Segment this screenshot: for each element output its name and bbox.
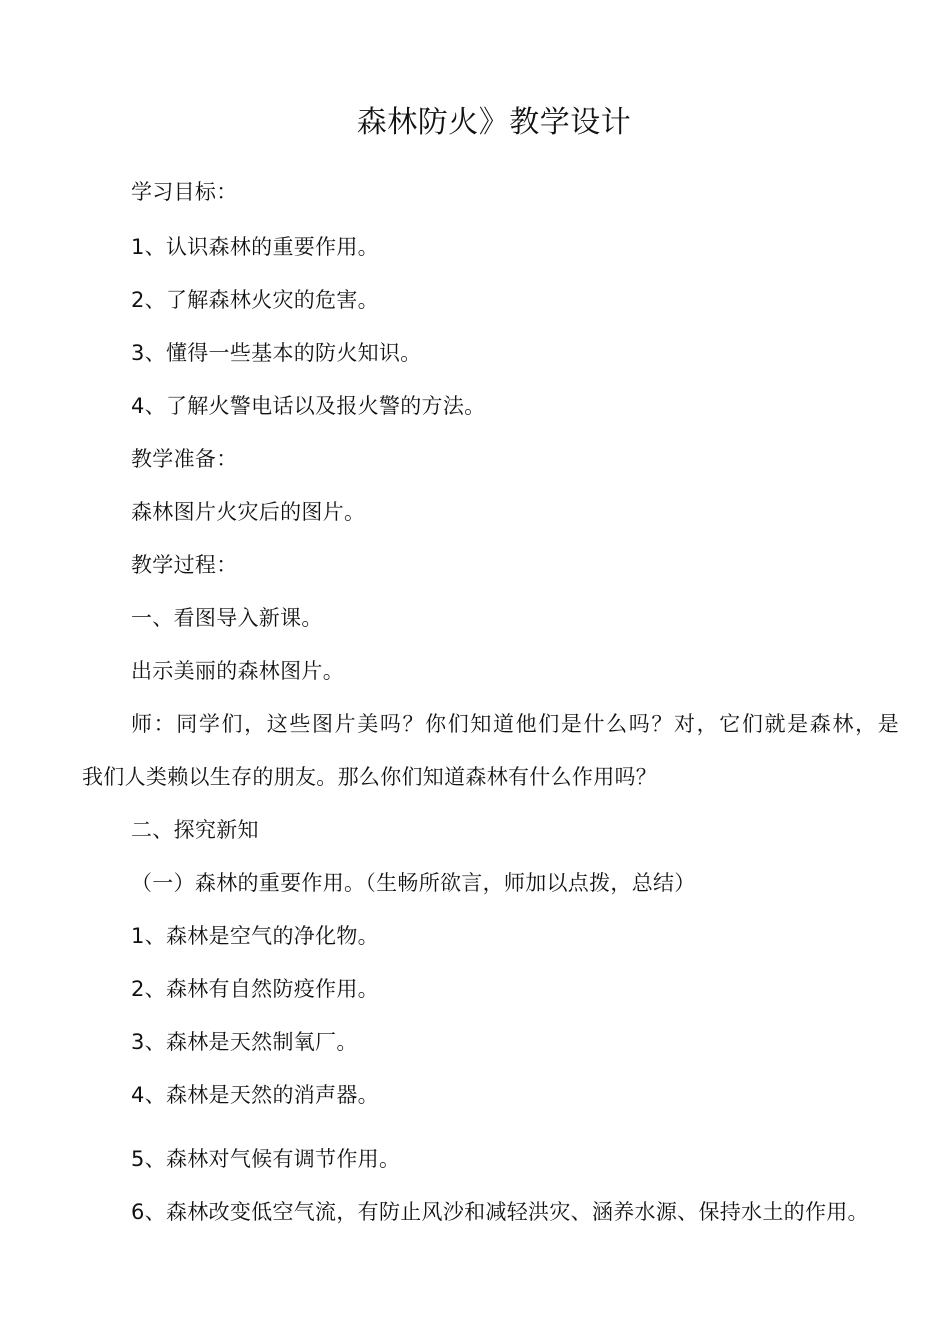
preparation-text: 森林图片火灾后的图片。 xyxy=(131,500,366,524)
section-heading-process: 教学过程： xyxy=(131,553,238,577)
forest-role-item-5: 5、森林对气候有调节作用。 xyxy=(131,1147,401,1171)
section-heading-objectives: 学习目标： xyxy=(131,180,238,204)
document-title: 森林防火》教学设计 xyxy=(356,105,632,140)
section-heading-preparation: 教学准备： xyxy=(131,447,238,471)
forest-role-item-6: 6、森林改变低空气流，有防止风沙和减轻洪灾、涵养水源、保持水土的作用。 xyxy=(131,1200,869,1224)
teacher-dialogue-line-2: 我们人类赖以生存的朋友。那么你们知道森林有什么作用吗？ xyxy=(82,765,658,789)
process-step-2-heading: 二、探究新知 xyxy=(131,818,259,842)
process-step-1-heading: 一、看图导入新课。 xyxy=(131,606,323,630)
subsection-heading: （一）森林的重要作用。（生畅所欲言，师加以点拨，总结） xyxy=(131,871,696,895)
teacher-dialogue-line-1: 师：同学们，这些图片美吗？你们知道他们是什么吗？对，它们就是森林，是 xyxy=(131,712,899,736)
forest-role-item-4: 4、森林是天然的消声器。 xyxy=(131,1083,379,1107)
objective-item-2: 2、了解森林火灾的危害。 xyxy=(131,288,379,312)
forest-role-item-1: 1、森林是空气的净化物。 xyxy=(131,924,379,948)
objective-item-3: 3、懂得一些基本的防火知识。 xyxy=(131,341,422,365)
forest-role-item-3: 3、森林是天然制氧厂。 xyxy=(131,1030,358,1054)
process-step-1-text: 出示美丽的森林图片。 xyxy=(131,659,344,683)
forest-role-item-2: 2、森林有自然防疫作用。 xyxy=(131,977,379,1001)
objective-item-1: 1、认识森林的重要作用。 xyxy=(131,235,379,259)
objective-item-4: 4、了解火警电话以及报火警的方法。 xyxy=(131,394,486,418)
